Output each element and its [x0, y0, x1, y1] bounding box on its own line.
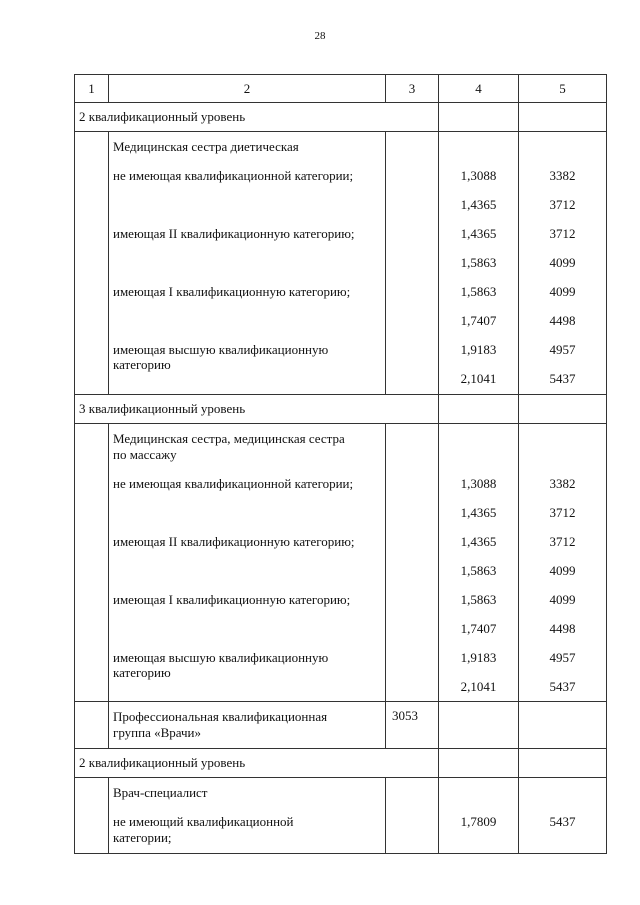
salary-value: 5437: [549, 371, 576, 386]
coefficient-value: 1,5863: [460, 284, 497, 299]
level-row: [75, 103, 607, 132]
header-col-2: 2: [109, 75, 386, 103]
category-label: имеющая I квалификационную категорию;: [113, 592, 351, 607]
group-code: 3053: [386, 702, 439, 749]
salary-value: 3712: [549, 505, 576, 520]
salary-value: 4957: [549, 650, 576, 665]
category-label: имеющая высшую квалификационную категорию: [113, 650, 329, 680]
coefficient-column: [439, 132, 518, 394]
salary-value: 3712: [549, 226, 576, 241]
position-title: Врач-специалист: [113, 785, 208, 800]
category-label: имеющая II квалификационную категорию;: [113, 226, 355, 241]
salary-value: 5437: [549, 679, 576, 694]
coefficient-value: 1,4365: [460, 197, 497, 212]
position-block: [109, 778, 385, 853]
coefficient-value: 1,5863: [460, 255, 497, 270]
coefficient-value: 1,7809: [460, 814, 497, 829]
category-label: имеющая II квалификационную категорию;: [113, 534, 355, 549]
header-col-5: 5: [519, 75, 607, 103]
coefficient-value: 1,3088: [460, 476, 497, 491]
level-label: 2 квалификационный уровень: [75, 103, 439, 132]
coefficient-value: 1,4365: [460, 505, 497, 520]
header-col-3: 3: [386, 75, 439, 103]
group-title: группа «Врачи»: [113, 725, 202, 740]
position-title: Медицинская сестра диетическая: [113, 139, 299, 154]
salary-value: 3712: [549, 197, 576, 212]
salary-column: [519, 424, 606, 701]
coefficient-value: 1,7407: [460, 621, 497, 636]
group-title: Профессиональная квалификационная: [113, 709, 328, 724]
position-block: [109, 132, 385, 394]
table-row: [75, 132, 607, 395]
salary-value: 3382: [549, 168, 576, 183]
group-block: [109, 702, 385, 748]
salary-value: 4099: [549, 563, 576, 578]
salary-value: 4498: [549, 313, 576, 328]
category-label: не имеющий квалификационной: [113, 814, 294, 829]
coefficient-value: 1,9183: [460, 650, 497, 665]
header-col-4: 4: [439, 75, 519, 103]
coefficient-value: 1,5863: [460, 563, 497, 578]
position-title: Медицинская сестра, медицинская сестра: [113, 431, 345, 446]
coefficient-value: 1,5863: [460, 592, 497, 607]
salary-value: 4957: [549, 342, 576, 357]
table-row: [75, 702, 607, 749]
header-col-1: 1: [75, 75, 109, 103]
level-row: [75, 749, 607, 778]
category-label: не имеющая квалификационной категории;: [113, 476, 354, 491]
coefficient-value: 1,7407: [460, 313, 497, 328]
salary-value: 3382: [549, 476, 576, 491]
salary-value: 4099: [549, 592, 576, 607]
position-block: [109, 424, 385, 701]
salary-value: 3712: [549, 534, 576, 549]
category-label: не имеющая квалификационной категории;: [113, 168, 354, 183]
coefficient-value: 1,4365: [460, 226, 497, 241]
coefficient-column: [439, 424, 518, 701]
position-title: по массажу: [113, 447, 177, 462]
coefficient-value: 2,1041: [460, 371, 497, 386]
salary-column: [519, 132, 606, 394]
coefficient-value: 1,9183: [460, 342, 497, 357]
coefficient-value: 1,3088: [460, 168, 497, 183]
salary-value: 4099: [549, 255, 576, 270]
tariff-table: [74, 74, 607, 854]
table-row: [75, 424, 607, 702]
level-row: [75, 395, 607, 424]
level-label: 3 квалификационный уровень: [75, 395, 439, 424]
table-row: [75, 778, 607, 854]
coefficient-value: 2,1041: [460, 679, 497, 694]
level-label: 2 квалификационный уровень: [75, 749, 439, 778]
salary-value: 4099: [549, 284, 576, 299]
salary-value: 4498: [549, 621, 576, 636]
category-label: имеющая I квалификационную категорию;: [113, 284, 351, 299]
salary-value: 5437: [549, 814, 576, 829]
coefficient-value: 1,4365: [460, 534, 497, 549]
category-label: имеющая высшую квалификационную категорию: [113, 342, 329, 372]
header-row: [75, 75, 607, 103]
page-number: 28: [314, 30, 326, 42]
category-label: категории;: [113, 830, 172, 845]
